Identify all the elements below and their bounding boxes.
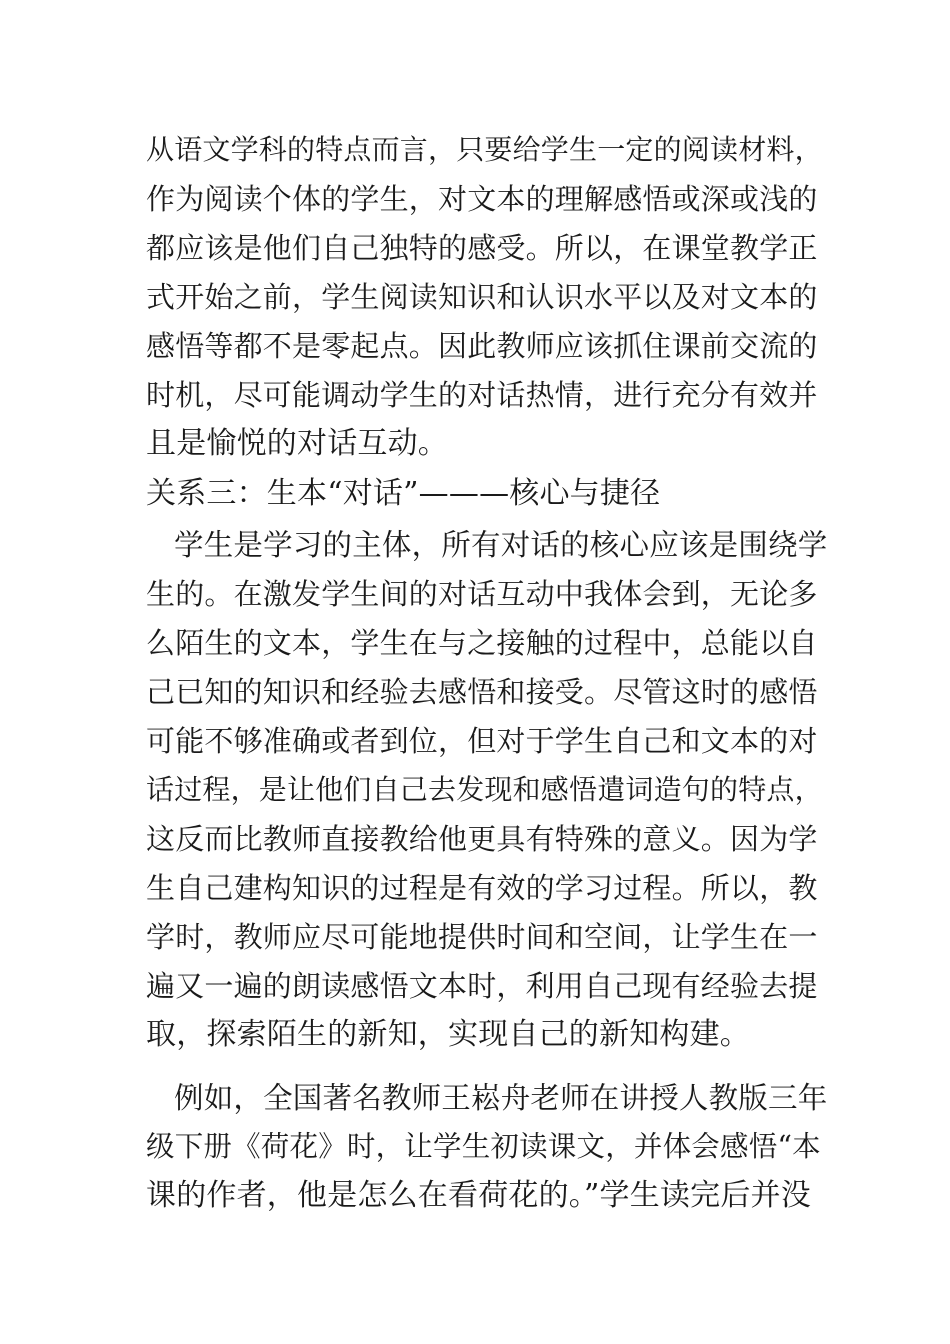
text-line: 学生是学习的主体，所有对话的核心应该是围绕学 (174, 528, 828, 562)
text-line: 生的。在激发学生间的对话互动中我体会到，无论多 (146, 577, 818, 611)
text-line: 么陌生的文本，学生在与之接触的过程中，总能以自 (146, 626, 818, 660)
text-line: 学时，教师应尽可能地提供时间和空间，让学生在一 (146, 920, 818, 954)
text-line: 课的作者，他是怎么在看荷花的。”学生读完后并没 (146, 1178, 811, 1213)
text-line: 遍又一遍的朗读感悟文本时，利用自己现有经验去提 (146, 969, 818, 1003)
text-line: 话过程，是让他们自己去发现和感悟遣词造句的特点， (146, 773, 823, 806)
text-line: 例如，全国著名教师王崧舟老师在讲授人教版三年 (174, 1081, 828, 1115)
text-line: 从语文学科的特点而言，只要给学生一定的阅读材料， (146, 133, 823, 166)
text-line: 取，探索陌生的新知，实现自己的新知构建。 (146, 1017, 750, 1052)
section-heading: 关系三：生本“对话”———核心与捷径 (146, 476, 661, 511)
text-line: 级下册《荷花》时，让学生初读课文，并体会感悟“本 (146, 1130, 821, 1163)
text-line: 生自己建构知识的过程是有效的学习过程。所以，教 (146, 871, 818, 905)
text-line: 式开始之前，学生阅读知识和认识水平以及对文本的 (146, 280, 818, 314)
text-line: 作为阅读个体的学生，对文本的理解感悟或深或浅的 (146, 182, 818, 216)
text-line: 这反而比教师直接教给他更具有特殊的意义。因为学 (146, 822, 818, 856)
text-line: 可能不够准确或者到位，但对于学生自己和文本的对 (146, 724, 818, 758)
text-line: 时机，尽可能调动学生的对话热情，进行充分有效并 (146, 378, 818, 412)
text-line: 都应该是他们自己独特的感受。所以，在课堂教学正 (146, 231, 818, 265)
text-line: 且是愉悦的对话互动。 (146, 426, 448, 461)
text-line: 感悟等都不是零起点。因此教师应该抓住课前交流的 (146, 329, 818, 363)
text-line: 己已知的知识和经验去感悟和接受。尽管这时的感悟 (146, 675, 818, 709)
